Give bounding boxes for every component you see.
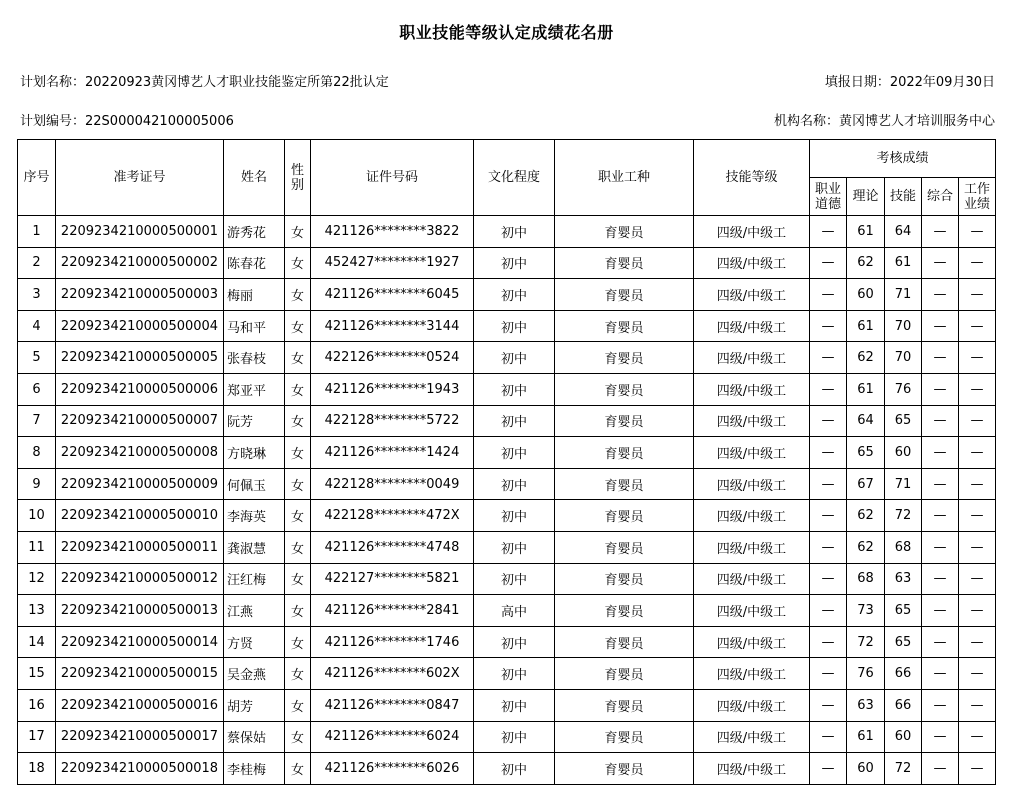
cell-education: 初中 xyxy=(474,405,555,437)
cell-name: 方贤 xyxy=(224,626,285,658)
cell-id-no: 452427********1927 xyxy=(311,247,474,279)
cell-id-no: 421126********4748 xyxy=(311,531,474,563)
cell-comprehensive: — xyxy=(922,753,959,785)
cell-skill: 76 xyxy=(885,373,922,405)
cell-skill: 65 xyxy=(885,405,922,437)
table-row xyxy=(18,500,996,532)
cell-ethics: — xyxy=(810,247,847,279)
cell-skill-level: 四级/中级工 xyxy=(694,405,810,437)
cell-occupation: 育婴员 xyxy=(555,373,694,405)
cell-skill-level: 四级/中级工 xyxy=(694,626,810,658)
cell-comprehensive: — xyxy=(922,563,959,595)
cell-skill-level: 四级/中级工 xyxy=(694,689,810,721)
cell-id-no: 422126********0524 xyxy=(311,342,474,374)
header-comprehensive: 综合 xyxy=(922,178,959,216)
cell-exam-no: 2209234210000500008 xyxy=(56,437,224,469)
cell-theory: 60 xyxy=(847,753,885,785)
cell-skill-level: 四级/中级工 xyxy=(694,595,810,627)
cell-work-performance: — xyxy=(959,310,996,342)
cell-name: 吴金燕 xyxy=(224,658,285,690)
cell-skill: 66 xyxy=(885,658,922,690)
table-row xyxy=(18,437,996,469)
cell-occupation: 育婴员 xyxy=(555,595,694,627)
cell-occupation: 育婴员 xyxy=(555,437,694,469)
cell-seq: 14 xyxy=(18,626,56,658)
header-skill-level: 技能等级 xyxy=(694,140,810,216)
cell-exam-no: 2209234210000500002 xyxy=(56,247,224,279)
header-name: 姓名 xyxy=(224,140,285,216)
cell-education: 初中 xyxy=(474,658,555,690)
cell-id-no: 422128********472X xyxy=(311,500,474,532)
cell-name: 阮芳 xyxy=(224,405,285,437)
table-row xyxy=(18,310,996,342)
cell-exam-no: 2209234210000500014 xyxy=(56,626,224,658)
cell-skill-level: 四级/中级工 xyxy=(694,468,810,500)
cell-occupation: 育婴员 xyxy=(555,753,694,785)
cell-skill: 71 xyxy=(885,279,922,311)
cell-ethics: — xyxy=(810,279,847,311)
cell-seq: 3 xyxy=(18,279,56,311)
cell-ethics: — xyxy=(810,500,847,532)
cell-comprehensive: — xyxy=(922,500,959,532)
cell-work-performance: — xyxy=(959,721,996,753)
table-row xyxy=(18,689,996,721)
cell-work-performance: — xyxy=(959,342,996,374)
cell-occupation: 育婴员 xyxy=(555,405,694,437)
cell-name: 江燕 xyxy=(224,595,285,627)
cell-seq: 17 xyxy=(18,721,56,753)
cell-work-performance: — xyxy=(959,500,996,532)
cell-theory: 72 xyxy=(847,626,885,658)
cell-seq: 7 xyxy=(18,405,56,437)
cell-comprehensive: — xyxy=(922,689,959,721)
cell-ethics: — xyxy=(810,753,847,785)
cell-work-performance: — xyxy=(959,279,996,311)
cell-skill: 72 xyxy=(885,500,922,532)
cell-seq: 6 xyxy=(18,373,56,405)
cell-education: 初中 xyxy=(474,753,555,785)
header-theory: 理论 xyxy=(847,178,885,216)
cell-gender: 女 xyxy=(285,247,311,279)
cell-comprehensive: — xyxy=(922,405,959,437)
cell-occupation: 育婴员 xyxy=(555,279,694,311)
cell-id-no: 421126********3144 xyxy=(311,310,474,342)
cell-exam-no: 2209234210000500007 xyxy=(56,405,224,437)
cell-skill: 71 xyxy=(885,468,922,500)
cell-education: 初中 xyxy=(474,373,555,405)
header-id-no: 证件号码 xyxy=(311,140,474,216)
cell-exam-no: 2209234210000500016 xyxy=(56,689,224,721)
cell-name: 方晓琳 xyxy=(224,437,285,469)
header-occupation: 职业工种 xyxy=(555,140,694,216)
cell-occupation: 育婴员 xyxy=(555,563,694,595)
cell-name: 何佩玉 xyxy=(224,468,285,500)
header-seq: 序号 xyxy=(18,140,56,216)
cell-ethics: — xyxy=(810,658,847,690)
cell-comprehensive: — xyxy=(922,468,959,500)
cell-skill: 61 xyxy=(885,247,922,279)
cell-ethics: — xyxy=(810,563,847,595)
table-row xyxy=(18,595,996,627)
cell-seq: 11 xyxy=(18,531,56,563)
cell-id-no: 421126********0847 xyxy=(311,689,474,721)
cell-education: 初中 xyxy=(474,563,555,595)
cell-theory: 62 xyxy=(847,247,885,279)
cell-ethics: — xyxy=(810,626,847,658)
cell-occupation: 育婴员 xyxy=(555,247,694,279)
cell-comprehensive: — xyxy=(922,658,959,690)
cell-skill: 65 xyxy=(885,626,922,658)
cell-education: 初中 xyxy=(474,216,555,248)
cell-id-no: 421126********1943 xyxy=(311,373,474,405)
table-row xyxy=(18,531,996,563)
cell-occupation: 育婴员 xyxy=(555,689,694,721)
cell-ethics: — xyxy=(810,310,847,342)
table-row xyxy=(18,658,996,690)
cell-ethics: — xyxy=(810,595,847,627)
cell-theory: 68 xyxy=(847,563,885,595)
cell-name: 梅丽 xyxy=(224,279,285,311)
cell-exam-no: 2209234210000500011 xyxy=(56,531,224,563)
cell-theory: 61 xyxy=(847,373,885,405)
cell-theory: 61 xyxy=(847,216,885,248)
cell-name: 李海英 xyxy=(224,500,285,532)
cell-seq: 12 xyxy=(18,563,56,595)
cell-id-no: 421126********6024 xyxy=(311,721,474,753)
cell-work-performance: — xyxy=(959,595,996,627)
cell-skill: 66 xyxy=(885,689,922,721)
cell-education: 高中 xyxy=(474,595,555,627)
cell-skill-level: 四级/中级工 xyxy=(694,531,810,563)
cell-gender: 女 xyxy=(285,279,311,311)
cell-name: 蔡保姑 xyxy=(224,721,285,753)
header-skill: 技能 xyxy=(885,178,922,216)
cell-theory: 76 xyxy=(847,658,885,690)
cell-gender: 女 xyxy=(285,405,311,437)
cell-education: 初中 xyxy=(474,342,555,374)
cell-work-performance: — xyxy=(959,247,996,279)
cell-name: 郑亚平 xyxy=(224,373,285,405)
cell-exam-no: 2209234210000500010 xyxy=(56,500,224,532)
cell-seq: 18 xyxy=(18,753,56,785)
cell-skill-level: 四级/中级工 xyxy=(694,437,810,469)
cell-exam-no: 2209234210000500012 xyxy=(56,563,224,595)
cell-gender: 女 xyxy=(285,216,311,248)
cell-comprehensive: — xyxy=(922,247,959,279)
cell-gender: 女 xyxy=(285,753,311,785)
cell-occupation: 育婴员 xyxy=(555,531,694,563)
header-work-performance: 工作业绩 xyxy=(959,178,996,216)
cell-id-no: 421126********6026 xyxy=(311,753,474,785)
cell-id-no: 421126********1746 xyxy=(311,626,474,658)
header-ethics: 职业道德 xyxy=(810,178,847,216)
cell-gender: 女 xyxy=(285,689,311,721)
cell-skill-level: 四级/中级工 xyxy=(694,658,810,690)
cell-id-no: 421126********1424 xyxy=(311,437,474,469)
cell-gender: 女 xyxy=(285,658,311,690)
cell-skill-level: 四级/中级工 xyxy=(694,721,810,753)
cell-gender: 女 xyxy=(285,721,311,753)
cell-exam-no: 2209234210000500004 xyxy=(56,310,224,342)
cell-work-performance: — xyxy=(959,689,996,721)
cell-ethics: — xyxy=(810,405,847,437)
cell-seq: 5 xyxy=(18,342,56,374)
cell-ethics: — xyxy=(810,437,847,469)
cell-ethics: — xyxy=(810,468,847,500)
cell-gender: 女 xyxy=(285,342,311,374)
cell-comprehensive: — xyxy=(922,310,959,342)
table-row xyxy=(18,626,996,658)
cell-occupation: 育婴员 xyxy=(555,500,694,532)
cell-theory: 67 xyxy=(847,468,885,500)
cell-occupation: 育婴员 xyxy=(555,721,694,753)
cell-skill: 60 xyxy=(885,437,922,469)
cell-ethics: — xyxy=(810,531,847,563)
table-row xyxy=(18,342,996,374)
header-gender: 性别 xyxy=(285,140,311,216)
cell-seq: 16 xyxy=(18,689,56,721)
cell-exam-no: 2209234210000500006 xyxy=(56,373,224,405)
cell-ethics: — xyxy=(810,373,847,405)
cell-name: 张春枝 xyxy=(224,342,285,374)
cell-theory: 63 xyxy=(847,689,885,721)
cell-id-no: 421126********3822 xyxy=(311,216,474,248)
cell-comprehensive: — xyxy=(922,531,959,563)
cell-occupation: 育婴员 xyxy=(555,342,694,374)
cell-skill-level: 四级/中级工 xyxy=(694,279,810,311)
fill-date: 填报日期：2022年09月30日 xyxy=(824,75,995,90)
cell-theory: 61 xyxy=(847,721,885,753)
cell-id-no: 422128********5722 xyxy=(311,405,474,437)
cell-gender: 女 xyxy=(285,468,311,500)
cell-theory: 61 xyxy=(847,310,885,342)
cell-seq: 9 xyxy=(18,468,56,500)
cell-name: 汪红梅 xyxy=(224,563,285,595)
cell-comprehensive: — xyxy=(922,342,959,374)
cell-education: 初中 xyxy=(474,531,555,563)
cell-seq: 4 xyxy=(18,310,56,342)
cell-skill: 60 xyxy=(885,721,922,753)
cell-seq: 15 xyxy=(18,658,56,690)
cell-skill: 68 xyxy=(885,531,922,563)
cell-skill-level: 四级/中级工 xyxy=(694,216,810,248)
cell-ethics: — xyxy=(810,721,847,753)
cell-work-performance: — xyxy=(959,658,996,690)
table-row xyxy=(18,373,996,405)
page-title: 职业技能等级认定成绩花名册 xyxy=(399,23,614,42)
cell-gender: 女 xyxy=(285,437,311,469)
table-row xyxy=(18,279,996,311)
cell-skill-level: 四级/中级工 xyxy=(694,310,810,342)
cell-theory: 62 xyxy=(847,500,885,532)
table-row xyxy=(18,721,996,753)
cell-name: 龚淑慧 xyxy=(224,531,285,563)
cell-comprehensive: — xyxy=(922,626,959,658)
cell-gender: 女 xyxy=(285,373,311,405)
cell-education: 初中 xyxy=(474,626,555,658)
cell-theory: 64 xyxy=(847,405,885,437)
cell-comprehensive: — xyxy=(922,279,959,311)
cell-exam-no: 2209234210000500018 xyxy=(56,753,224,785)
cell-exam-no: 2209234210000500005 xyxy=(56,342,224,374)
cell-id-no: 421126********602X xyxy=(311,658,474,690)
cell-exam-no: 2209234210000500017 xyxy=(56,721,224,753)
cell-work-performance: — xyxy=(959,405,996,437)
cell-skill-level: 四级/中级工 xyxy=(694,247,810,279)
cell-id-no: 421126********6045 xyxy=(311,279,474,311)
roster-table xyxy=(17,139,996,785)
cell-gender: 女 xyxy=(285,626,311,658)
organization-name: 机构名称：黄冈博艺人才培训服务中心 xyxy=(773,114,995,129)
cell-comprehensive: — xyxy=(922,216,959,248)
cell-work-performance: — xyxy=(959,753,996,785)
cell-name: 游秀花 xyxy=(224,216,285,248)
cell-theory: 62 xyxy=(847,531,885,563)
cell-theory: 65 xyxy=(847,437,885,469)
cell-education: 初中 xyxy=(474,468,555,500)
cell-work-performance: — xyxy=(959,626,996,658)
table-row xyxy=(18,216,996,248)
cell-exam-no: 2209234210000500009 xyxy=(56,468,224,500)
table-row xyxy=(18,468,996,500)
cell-gender: 女 xyxy=(285,595,311,627)
cell-skill-level: 四级/中级工 xyxy=(694,342,810,374)
cell-occupation: 育婴员 xyxy=(555,310,694,342)
cell-skill-level: 四级/中级工 xyxy=(694,500,810,532)
cell-education: 初中 xyxy=(474,247,555,279)
cell-ethics: — xyxy=(810,689,847,721)
cell-comprehensive: — xyxy=(922,595,959,627)
cell-work-performance: — xyxy=(959,563,996,595)
cell-theory: 62 xyxy=(847,342,885,374)
cell-education: 初中 xyxy=(474,689,555,721)
cell-name: 马和平 xyxy=(224,310,285,342)
cell-theory: 60 xyxy=(847,279,885,311)
cell-exam-no: 2209234210000500015 xyxy=(56,658,224,690)
cell-name: 李桂梅 xyxy=(224,753,285,785)
table-row xyxy=(18,247,996,279)
plan-number: 计划编号：22S000042100005006 xyxy=(20,114,234,129)
cell-work-performance: — xyxy=(959,437,996,469)
cell-skill: 70 xyxy=(885,342,922,374)
table-row xyxy=(18,405,996,437)
cell-id-no: 421126********2841 xyxy=(311,595,474,627)
cell-skill-level: 四级/中级工 xyxy=(694,373,810,405)
table-row xyxy=(18,753,996,785)
cell-gender: 女 xyxy=(285,531,311,563)
cell-theory: 73 xyxy=(847,595,885,627)
cell-skill: 72 xyxy=(885,753,922,785)
cell-occupation: 育婴员 xyxy=(555,626,694,658)
cell-gender: 女 xyxy=(285,500,311,532)
cell-gender: 女 xyxy=(285,563,311,595)
cell-work-performance: — xyxy=(959,468,996,500)
cell-seq: 2 xyxy=(18,247,56,279)
cell-education: 初中 xyxy=(474,721,555,753)
cell-comprehensive: — xyxy=(922,721,959,753)
cell-gender: 女 xyxy=(285,310,311,342)
cell-seq: 8 xyxy=(18,437,56,469)
cell-work-performance: — xyxy=(959,373,996,405)
cell-education: 初中 xyxy=(474,310,555,342)
cell-id-no: 422127********5821 xyxy=(311,563,474,595)
cell-skill-level: 四级/中级工 xyxy=(694,563,810,595)
header-exam-no: 准考证号 xyxy=(56,140,224,216)
cell-education: 初中 xyxy=(474,279,555,311)
cell-education: 初中 xyxy=(474,500,555,532)
cell-occupation: 育婴员 xyxy=(555,468,694,500)
cell-seq: 13 xyxy=(18,595,56,627)
cell-skill: 70 xyxy=(885,310,922,342)
cell-ethics: — xyxy=(810,342,847,374)
cell-ethics: — xyxy=(810,216,847,248)
header-education: 文化程度 xyxy=(474,140,555,216)
cell-occupation: 育婴员 xyxy=(555,658,694,690)
cell-seq: 10 xyxy=(18,500,56,532)
cell-comprehensive: — xyxy=(922,373,959,405)
table-row xyxy=(18,563,996,595)
cell-work-performance: — xyxy=(959,531,996,563)
cell-skill: 64 xyxy=(885,216,922,248)
plan-name: 计划名称：20220923黄冈博艺人才职业技能鉴定所第22批认定 xyxy=(20,75,389,90)
cell-id-no: 422128********0049 xyxy=(311,468,474,500)
cell-exam-no: 2209234210000500001 xyxy=(56,216,224,248)
cell-exam-no: 2209234210000500003 xyxy=(56,279,224,311)
cell-comprehensive: — xyxy=(922,437,959,469)
cell-name: 陈春花 xyxy=(224,247,285,279)
cell-name: 胡芳 xyxy=(224,689,285,721)
cell-skill-level: 四级/中级工 xyxy=(694,753,810,785)
cell-occupation: 育婴员 xyxy=(555,216,694,248)
header-scores: 考核成绩 xyxy=(810,140,996,178)
cell-skill: 63 xyxy=(885,563,922,595)
cell-education: 初中 xyxy=(474,437,555,469)
cell-work-performance: — xyxy=(959,216,996,248)
cell-seq: 1 xyxy=(18,216,56,248)
cell-skill: 65 xyxy=(885,595,922,627)
cell-exam-no: 2209234210000500013 xyxy=(56,595,224,627)
